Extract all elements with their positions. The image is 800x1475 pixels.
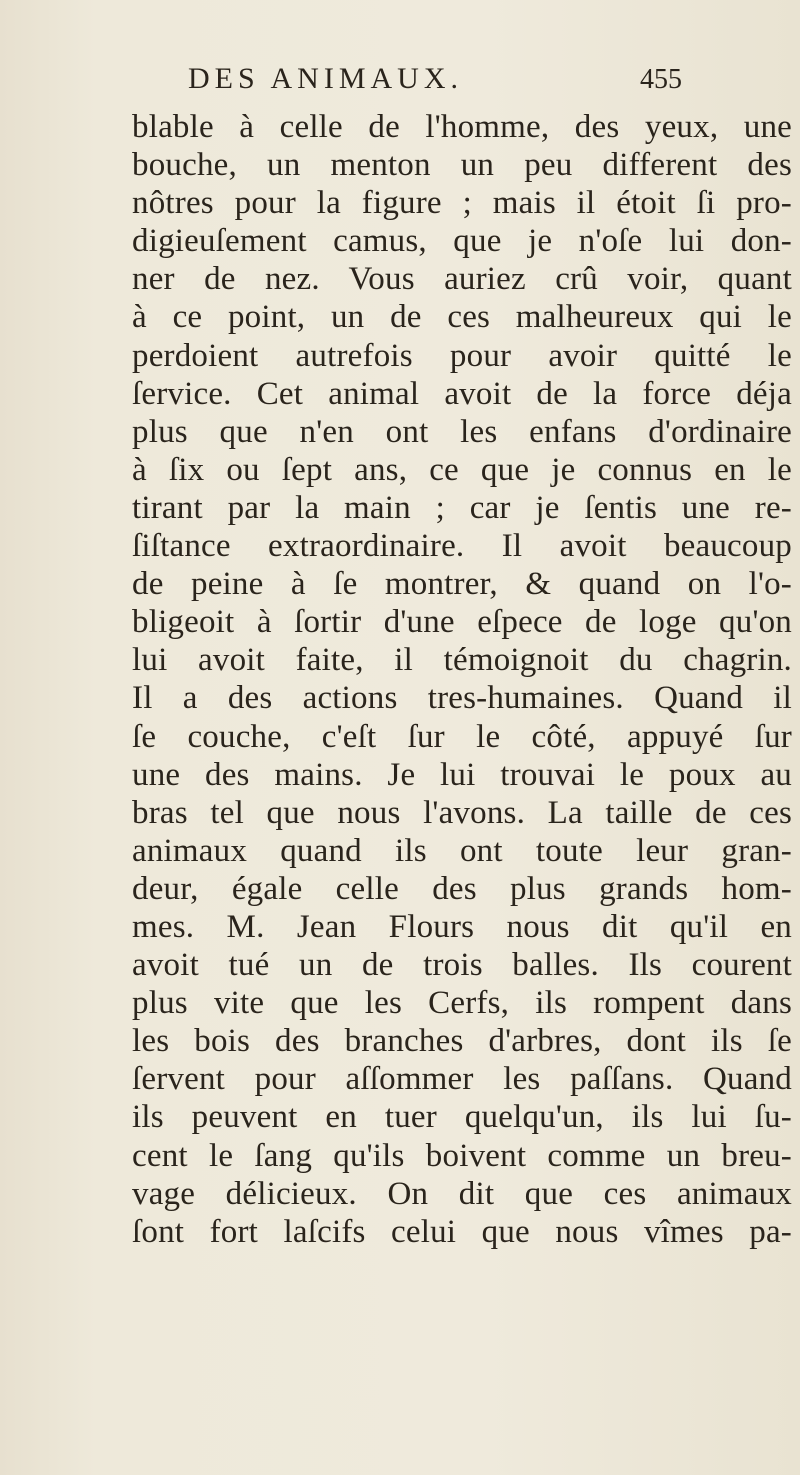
running-title: DES ANIMAUX.	[188, 62, 464, 95]
text-line: mes. M. Jean Flours nous dit qu'il en	[132, 908, 792, 945]
text-line: nôtres pour la figure ; mais il étoit ſi pro-	[132, 185, 792, 222]
text-line: vage délicieux. On dit que ces animaux	[132, 1175, 792, 1212]
text-line: ſiſtance extraordinaire. Il avoit beaucoup	[132, 528, 792, 565]
text-line: tirant par la main ; car je ſentis une re-	[132, 489, 792, 526]
text-line: plus que n'en ont les enfans d'ordinaire	[132, 413, 792, 450]
text-line: digieuſement camus, que je n'oſe lui don-	[132, 223, 792, 260]
text-line: lui avoit faite, il témoignoit du chagrin.	[132, 642, 792, 679]
text-line: les bois des branches d'arbres, dont ils ſe	[132, 1023, 792, 1060]
text-line: ſe couche, c'eſt ſur le côté, appuyé ſur	[132, 718, 792, 755]
text-line: blable à celle de l'homme, des yeux, une	[132, 109, 792, 145]
text-line: bouche, un menton un peu different des	[132, 147, 792, 184]
page-header	[0, 62, 800, 102]
body-text	[132, 108, 792, 1251]
text-line: ſont fort laſcifs celui que nous vîmes pa-	[132, 1213, 792, 1250]
text-line: ſervice. Cet animal avoit de la force déja	[132, 375, 792, 412]
text-line: ils peuvent en tuer quelqu'un, ils lui ſu-	[132, 1099, 792, 1136]
text-line: à ce point, un de ces malheureux qui le	[132, 299, 792, 336]
text-line: cent le ſang qu'ils boivent comme un breu-	[132, 1137, 792, 1174]
text-line: plus vite que les Cerfs, ils rompent dans	[132, 985, 792, 1022]
text-line: ſervent pour aſſommer les paſſans. Quand	[132, 1061, 792, 1098]
text-line: bras tel que nous l'avons. La taille de ces	[132, 794, 792, 831]
text-line: animaux quand ils ont toute leur gran-	[132, 832, 792, 869]
text-line: de peine à ſe montrer, & quand on l'o-	[132, 566, 792, 603]
text-line: une des mains. Je lui trouvai le poux au	[132, 756, 792, 793]
text-line: perdoient autrefois pour avoir quitté le	[132, 337, 792, 374]
text-line: ner de nez. Vous auriez crû voir, quant	[132, 261, 792, 298]
text-line: avoit tué un de trois balles. Ils courent	[132, 947, 792, 984]
text-line: deur, égale celle des plus grands hom-	[132, 870, 792, 907]
text-line: Il a des actions tres-humaines. Quand il	[132, 680, 792, 717]
text-line: bligeoit à ſortir d'une eſpece de loge qu'on	[132, 604, 792, 641]
page-number: 455	[640, 64, 682, 95]
text-line: à ſix ou ſept ans, ce que je connus en le	[132, 451, 792, 488]
